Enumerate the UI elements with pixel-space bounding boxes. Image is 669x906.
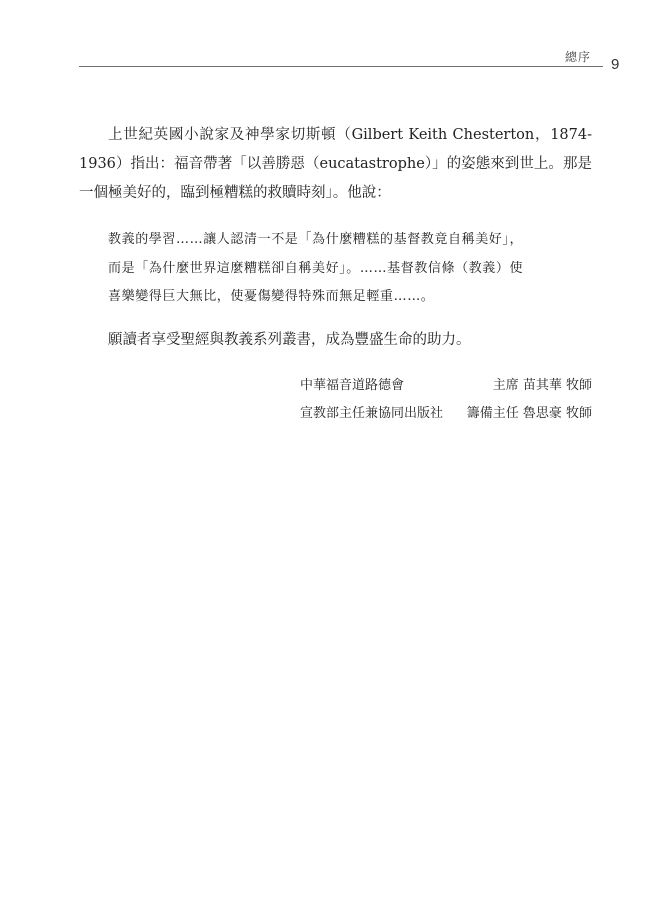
- quote-line: 而是「為什麼世界這麼糟糕卻自稱美好」。……基督教信條（教義）使: [108, 260, 524, 276]
- closing-paragraph: 願讀者享受聖經與教義系列叢書，成為豐盛生命的助力。: [108, 332, 471, 348]
- quote-line: 教義的學習……讓人認清一不是「為什麼糟糕的基督教竟自稱美好」，: [108, 232, 524, 247]
- running-head: 總序: [564, 50, 591, 64]
- page-number: 9: [611, 56, 620, 73]
- signature-organization: 宣教部主任兼協同出版社: [300, 406, 444, 421]
- quote-line: 喜樂變得巨大無比，使憂傷變得特殊而無足輕重……。: [108, 289, 435, 304]
- body-paragraph: 上世紀英國小說家及神學家切斯頓（Gilbert Keith Chesterton，1874-1936）指出：福音帶著「以善勝惡（eucatastrophe）」的姿態來到世上。那是一個極美好的，臨到極糟糕的救贖時刻」。他說：: [79, 127, 592, 201]
- block-quote: [108, 226, 578, 312]
- signature-person: 主席 苗其華 牧師: [492, 378, 592, 393]
- header-rule: [79, 66, 603, 67]
- signature-person: 籌備主任 魯思豪 牧師: [466, 406, 592, 421]
- signature-organization: 中華福音道路德會: [300, 378, 405, 393]
